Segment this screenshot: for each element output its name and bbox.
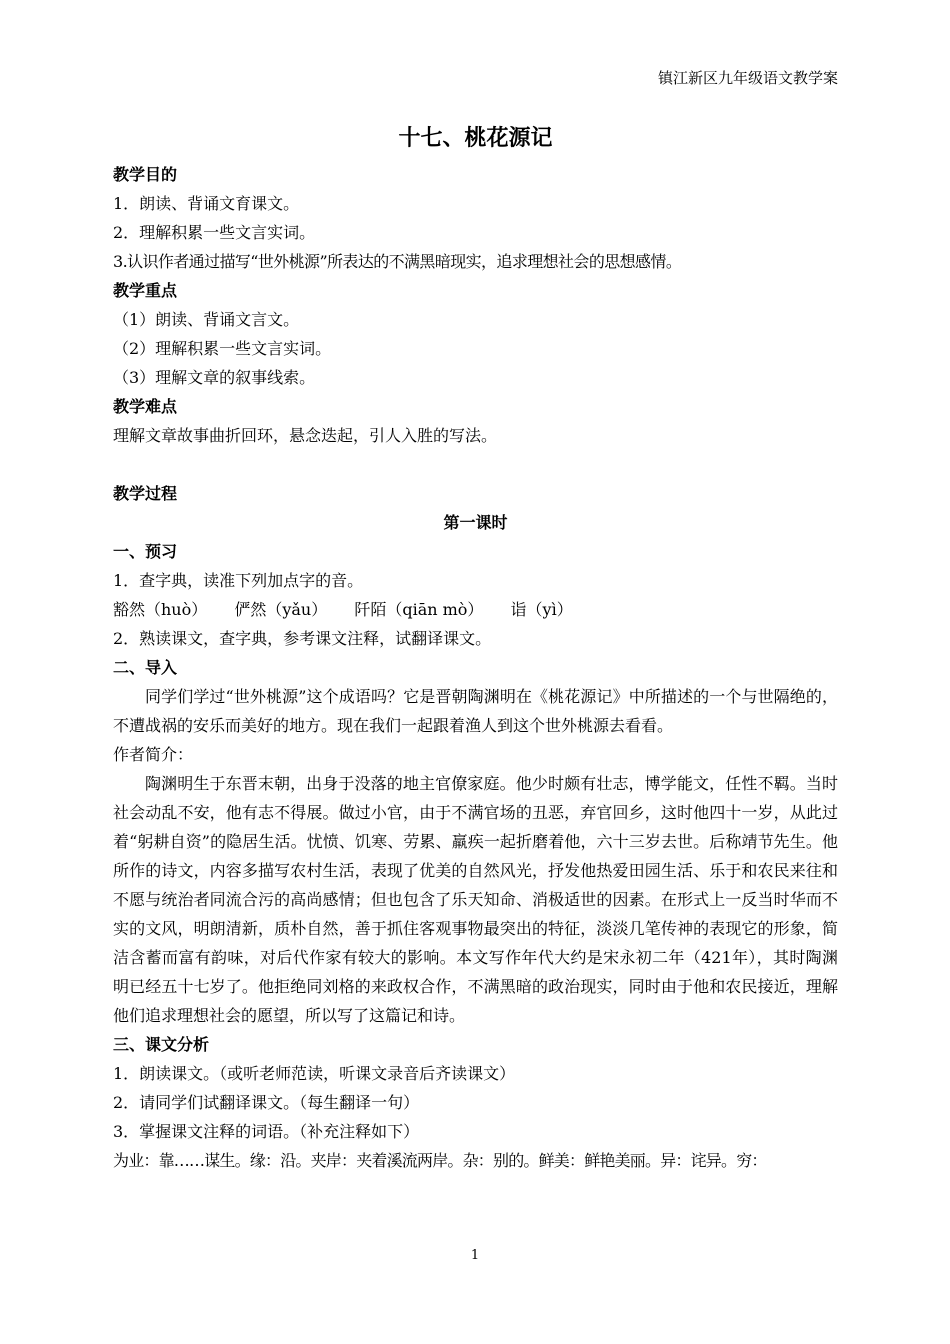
goal-item: 1．朗读、背诵文育课文。	[113, 194, 300, 213]
intro-heading: 二、导入	[113, 658, 178, 677]
key-points-heading: 教学重点	[113, 281, 178, 300]
analysis-item: 3．掌握课文注释的词语。（补充注释如下）	[113, 1122, 420, 1141]
difficulties-heading: 教学难点	[113, 397, 178, 416]
page-header: 镇江新区九年级语文教学案	[657, 69, 838, 87]
preview-heading: 一、预习	[113, 542, 178, 561]
analysis-item: 1．朗读课文。（或听老师范读，听课文录音后齐读课文）	[113, 1064, 516, 1083]
spacer	[113, 450, 838, 479]
analysis-notes: 为业：靠……谋生。缘：沿。夹岸：夹着溪流两岸。杂：别的。鲜美：鲜艳美丽。异：诧异。穷：	[113, 1151, 767, 1170]
document-body	[113, 122, 838, 1175]
key-point-item: （3）理解文章的叙事线索。	[113, 368, 316, 387]
page-title: 十七、桃花源记	[398, 126, 553, 151]
pinyin-entry: 豁然（huò）	[113, 600, 208, 619]
lesson-heading: 第一课时	[443, 513, 508, 532]
key-point-item: （1）朗读、背诵文言文。	[113, 310, 300, 329]
preview-item: 2．熟读课文，查字典，参考课文注释，试翻译课文。	[113, 629, 492, 648]
intro-paragraph: 同学们学过“世外桃源”这个成语吗？它是晋朝陶渊明在《桃花源记》中所描述的一个与世隔绝的，不遭战祸的安乐而美好的地方。现在我们一起跟着渔人到这个世外桃源去看看。	[113, 687, 838, 735]
pinyin-entry: 阡陌（qiān mò）	[354, 600, 484, 619]
goal-item: 3.认识作者通过描写“世外桃源”所表达的不满黑暗现实，追求理想社会的思想感情。	[113, 252, 682, 271]
process-heading: 教学过程	[113, 484, 178, 503]
author-paragraph: 陶渊明生于东晋末朝，出身于没落的地主官僚家庭。他少时颇有壮志，博学能文，任性不羁。当时社会动乱不安，他有志不得展。做过小官，由于不满官场的丑恶，弃官回乡，这时他四十一岁，从此过着“躬耕自资”的隐居生活。忧愤、饥寒、劳累、羸疾一起折磨着他，六十三岁去世。后称靖节先生。他所作的诗文，内容多描写农村生活，表现了优美的自然风光，抒发他热爱田园生活、乐于和农民来往和不愿与统治者同流合污的高尚感情；但也包含了乐天知命、消极适世的因素。在形式上一反当时华而不实的文风，明朗清新，质朴自然，善于抓住客观事物最突出的特征，淡淡几笔传神的表现它的形象，简洁含蓄而富有韵味，对后代作家有较大的影响。本文写作年代大约是宋永初二年（421年），其时陶渊明已经五十七岁了。他拒绝同刘格的来政权合作，不满黑暗的政治现实，同时由于他和农民接近，理解他们追求理想社会的愿望，所以写了这篇记和诗。	[113, 774, 838, 1025]
author-label: 作者简介：	[113, 745, 194, 764]
goals-heading: 教学目的	[113, 165, 178, 184]
analysis-heading: 三、课文分析	[113, 1035, 210, 1054]
preview-item: 1．查字典，读准下列加点字的音。	[113, 571, 364, 590]
pinyin-list	[113, 595, 838, 624]
goal-item: 2．理解积累一些文言实词。	[113, 223, 316, 242]
analysis-item: 2．请同学们试翻译课文。（每生翻译一句）	[113, 1093, 420, 1112]
page-number: 1	[470, 1248, 480, 1263]
difficulties-text: 理解文章故事曲折回环，悬念迭起，引人入胜的写法。	[113, 426, 498, 445]
pinyin-entry: 诣（yì）	[510, 600, 573, 619]
key-point-item: （2）理解积累一些文言实词。	[113, 339, 332, 358]
pinyin-entry: 俨然（yǎu）	[234, 600, 328, 619]
